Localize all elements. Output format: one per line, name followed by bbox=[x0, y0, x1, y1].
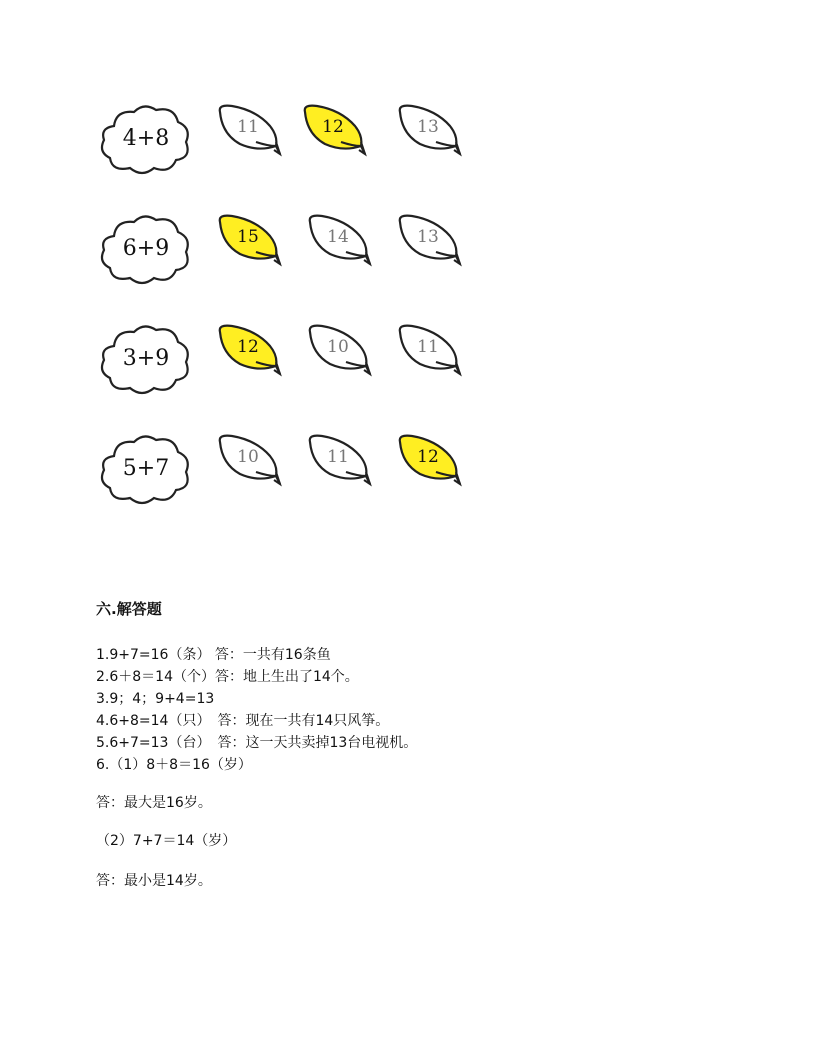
leaf-option[interactable] bbox=[396, 322, 466, 378]
cloud-expression bbox=[96, 428, 196, 508]
cloud-expression bbox=[96, 208, 196, 288]
leaf-option[interactable] bbox=[396, 102, 466, 158]
leaf-value: 10 bbox=[237, 447, 259, 467]
section-title: 六.解答题 bbox=[96, 600, 162, 618]
answer-line: 5.6+7=13（台） 答：这一天共卖掉13台电视机。 bbox=[96, 735, 418, 751]
leaf-option[interactable] bbox=[216, 102, 286, 158]
leaf-option[interactable] bbox=[396, 432, 466, 488]
leaf-value: 12 bbox=[417, 447, 439, 467]
answer-line: 答：最大是16岁。 bbox=[96, 795, 212, 811]
leaf-value: 12 bbox=[237, 337, 259, 357]
leaf-option[interactable] bbox=[216, 322, 286, 378]
expression-text: 4+8 bbox=[122, 125, 170, 151]
leaf-value: 11 bbox=[417, 337, 439, 357]
puzzle-row bbox=[96, 428, 476, 508]
leaf-value: 14 bbox=[327, 227, 349, 247]
puzzle-row bbox=[96, 98, 476, 178]
answer-line: 4.6+8=14（只） 答：现在一共有14只风筝。 bbox=[96, 713, 390, 729]
cloud-expression bbox=[96, 98, 196, 178]
leaf-value: 12 bbox=[322, 117, 344, 137]
puzzle-row bbox=[96, 318, 476, 398]
answer-line: 2.6＋8＝14（个）答：地上生出了14个。 bbox=[96, 669, 359, 685]
answer-line: 1.9+7=16（条） 答：一共有16条鱼 bbox=[96, 647, 331, 663]
expression-text: 5+7 bbox=[122, 455, 170, 481]
leaf-option[interactable] bbox=[306, 432, 376, 488]
puzzle-row bbox=[96, 208, 476, 288]
answer-line: 6.（1）8＋8＝16（岁） bbox=[96, 757, 252, 773]
leaf-option[interactable] bbox=[301, 102, 371, 158]
leaf-value: 15 bbox=[237, 227, 259, 247]
cloud-expression bbox=[96, 318, 196, 398]
leaf-option[interactable] bbox=[306, 212, 376, 268]
leaf-option[interactable] bbox=[216, 212, 286, 268]
answer-line: 3.9；4；9+4=13 bbox=[96, 691, 215, 707]
leaf-value: 13 bbox=[417, 117, 439, 137]
answer-line: （2）7+7＝14（岁） bbox=[96, 833, 237, 849]
expression-text: 3+9 bbox=[122, 345, 170, 371]
leaf-option[interactable] bbox=[216, 432, 286, 488]
expression-text: 6+9 bbox=[122, 235, 170, 261]
leaf-option[interactable] bbox=[396, 212, 466, 268]
answer-line: 答：最小是14岁。 bbox=[96, 873, 212, 889]
leaf-value: 13 bbox=[417, 227, 439, 247]
leaf-value: 10 bbox=[327, 337, 349, 357]
leaf-option[interactable] bbox=[306, 322, 376, 378]
leaf-value: 11 bbox=[327, 447, 349, 467]
leaf-value: 11 bbox=[237, 117, 259, 137]
